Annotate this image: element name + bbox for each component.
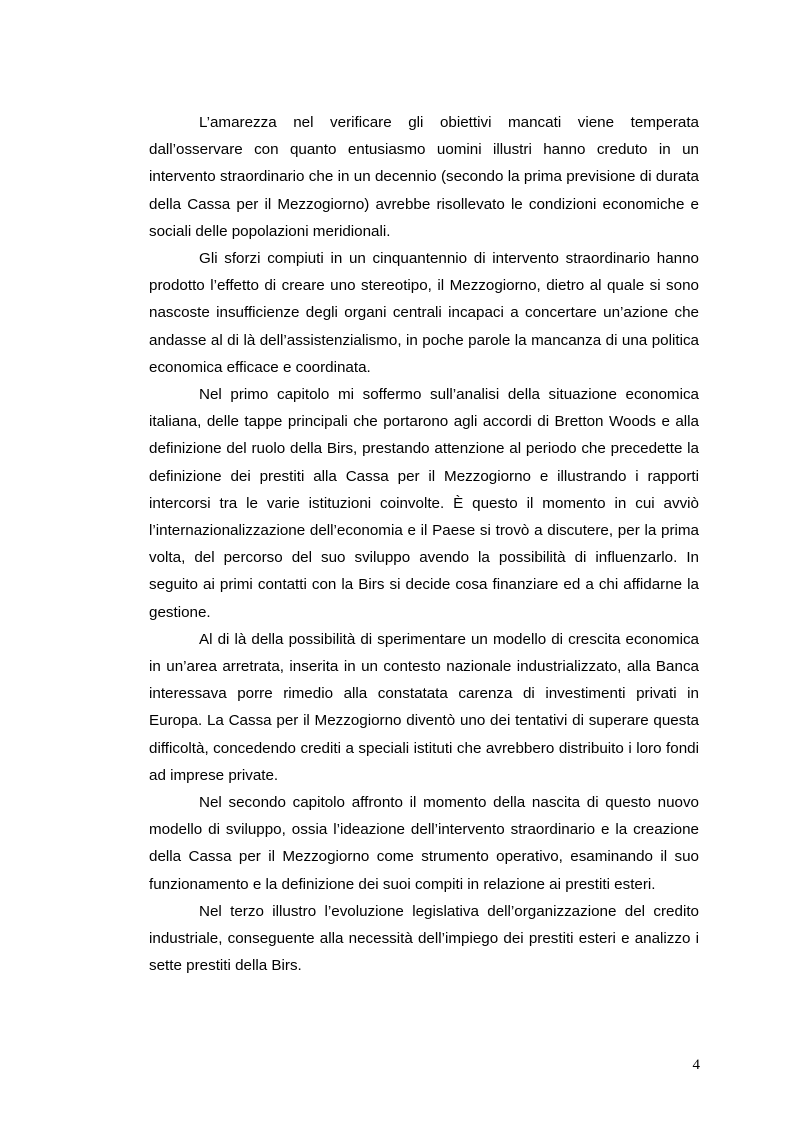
document-body xyxy=(149,109,699,980)
paragraph-5: Nel secondo capitolo affronto il momento della nascita di questo nuovo modello di sviluppo, ossia l’ideazione dell’intervento straordinario e la creazione della Cassa per il Mezzogiorno come strumento operativo, esaminando il suo funzionamento e la definizione dei suoi compiti in relazione ai prestiti esteri. xyxy=(149,794,699,893)
paragraph-3: Nel primo capitolo mi soffermo sull’analisi della situazione economica italiana, delle tappe principali che portarono agli accordi di Bretton Woods e alla definizione del ruolo della Birs, prestando attenzione al periodo che precedette la definizione dei prestiti alla Cassa per il Mezzogiorno e illustrando i rapporti intercorsi tra le varie istituzioni coinvolte. È questo il momento in cui avviò l’internazionalizzazione dell’economia e il Paese si trovò a discutere, per la prima volta, del percorso del suo sviluppo avendo la possibilità di influenzarlo. In seguito ai primi contatti con la Birs si decide cosa finanziare ed a chi affidarne la gestione. xyxy=(149,386,699,621)
page-number: 4 xyxy=(692,1057,700,1073)
paragraph-2: Gli sforzi compiuti in un cinquantennio di intervento straordinario hanno prodotto l’effetto di creare uno stereotipo, il Mezzogiorno, dietro al quale si sono nascoste insufficienze degli organi centrali incapaci a concertare un’azione che andasse al di là dell’assistenzialismo, in poche parole la mancanza di una politica economica efficace e coordinata. xyxy=(149,250,699,376)
paragraph-1: L’amarezza nel verificare gli obiettivi mancati viene temperata dall’osservare con quanto entusiasmo uomini illustri hanno creduto in un intervento straordinario che in un decennio (secondo la prima previsione di durata della Cassa per il Mezzogiorno) avrebbe risollevato le condizioni economiche e sociali delle popolazioni meridionali. xyxy=(149,114,699,240)
paragraph-6: Nel terzo illustro l’evoluzione legislativa dell’organizzazione del credito industriale, conseguente alla necessità dell’impiego dei prestiti esteri e analizzo i sette prestiti della Birs. xyxy=(149,902,699,975)
paragraph-4: Al di là della possibilità di sperimentare un modello di crescita economica in un’area arretrata, inserita in un contesto nazionale industrializzato, alla Banca interessava porre rimedio alla constatata carenza di investimenti privati in Europa. La Cassa per il Mezzogiorno diventò uno dei tentativi di superare questa difficoltà, concedendo crediti a speciali istituti che avrebbero distribuito i loro fondi ad imprese private. xyxy=(149,630,699,784)
